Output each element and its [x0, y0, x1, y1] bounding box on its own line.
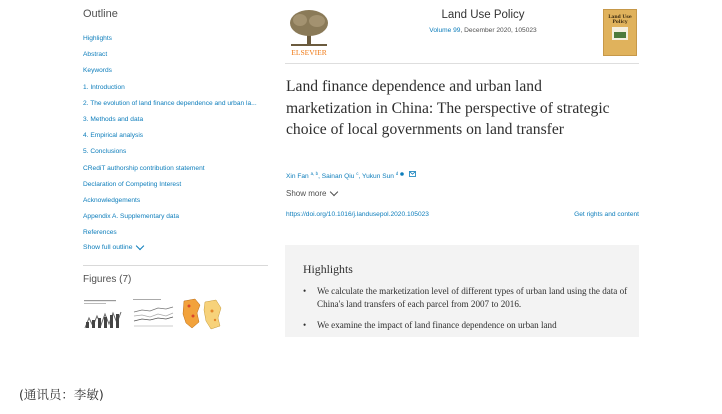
- chevron-down-icon: [135, 242, 143, 250]
- show-more-button[interactable]: [286, 189, 337, 198]
- journal-cover-image[interactable]: [603, 9, 637, 56]
- highlight-text: We examine the impact of land finance dependence on urban land: [317, 319, 557, 330]
- outline-item-methods[interactable]: 3. Methods and data: [83, 115, 144, 123]
- chevron-down-icon: [330, 188, 338, 196]
- journal-title-link[interactable]: Land Use Policy: [441, 9, 525, 21]
- outline-item-keywords[interactable]: Keywords: [83, 67, 112, 75]
- author-list: Xin Fan $^{a, b}$, Sainan Qiu $^c$, Yukun Sun $^d$: [286, 171, 416, 180]
- outline-item-highlights[interactable]: Highlights: [83, 35, 112, 42]
- author-name[interactable]: Xin Fan: [286, 173, 309, 181]
- doi-link[interactable]: https://doi.org/10.1016/j.landusepol.2020.105023: [286, 211, 429, 218]
- show-full-outline-button[interactable]: [83, 244, 143, 251]
- elsevier-logo[interactable]: [286, 8, 332, 58]
- figure-thumbnails: [83, 296, 224, 331]
- email-icon[interactable]: [409, 171, 416, 177]
- figure-thumbnail-bar-chart[interactable]: [83, 296, 126, 331]
- highlights-title: Highlights: [303, 262, 353, 276]
- highlights-panel: [285, 245, 639, 337]
- bullet-icon: •: [303, 319, 307, 330]
- figure-thumbnail-line-chart[interactable]: [132, 296, 175, 331]
- outline-item-credit[interactable]: CRediT authorship contribution statement: [83, 164, 205, 172]
- volume-link[interactable]: Volume 99: [429, 27, 461, 34]
- sidebar-divider: [83, 265, 268, 266]
- correspondent-caption: (通讯员：李敏): [19, 387, 104, 402]
- header-divider: [285, 63, 639, 64]
- outline-title: Outline: [83, 8, 118, 20]
- cover-title: Land Use Policy: [608, 15, 632, 25]
- outline-item-conclusions[interactable]: 5. Conclusions: [83, 148, 127, 156]
- corresponding-author-icon[interactable]: [400, 171, 407, 177]
- bullet-icon: •: [303, 286, 307, 296]
- outline-item-declaration[interactable]: Declaration of Competing Interest: [83, 180, 182, 188]
- outline-item-abstract[interactable]: Abstract: [83, 51, 108, 59]
- article-title: Land finance dependence and urban land marketization in China: The perspective of strategic choice of local governments on land transfer: [286, 78, 610, 139]
- show-more-label: Show more: [286, 189, 327, 198]
- highlight-item: [303, 319, 633, 332]
- volume-date: , December 2020, 105023: [460, 27, 537, 34]
- author-affiliation[interactable]: d: [395, 171, 399, 176]
- highlight-text: We calculate the marketization level of different types of urban land using the data of China's land transfers of each parcel from 2007 to 2016.: [317, 286, 628, 310]
- show-full-outline-label: Show full outline: [83, 244, 133, 251]
- outline-list: [83, 31, 273, 241]
- outline-item-references[interactable]: References: [83, 229, 117, 237]
- get-rights-link[interactable]: Get rights and content: [574, 211, 639, 218]
- highlights-list: [303, 285, 633, 337]
- highlight-item: [303, 285, 633, 312]
- outline-item-appendix[interactable]: Appendix A. Supplementary data: [83, 213, 180, 221]
- author-name[interactable]: Yukun Sun: [362, 173, 394, 181]
- author-affiliation[interactable]: a, b: [310, 171, 319, 176]
- figure-thumbnail-map[interactable]: [181, 296, 224, 331]
- outline-item-introduction[interactable]: 1. Introduction: [83, 83, 125, 91]
- volume-info: [403, 27, 563, 34]
- publisher-wordmark: ELSEVIER: [291, 48, 327, 57]
- outline-item-evolution[interactable]: 2. The evolution of land finance dependence and urban la...: [83, 99, 257, 107]
- author-name[interactable]: Sainan Qiu: [321, 173, 355, 181]
- outline-item-acknowledgements[interactable]: Acknowledgements: [83, 196, 141, 204]
- author-affiliation[interactable]: c: [356, 171, 359, 176]
- figures-title: Figures (7): [83, 274, 132, 285]
- outline-item-empirical[interactable]: 4. Empirical analysis: [83, 132, 144, 140]
